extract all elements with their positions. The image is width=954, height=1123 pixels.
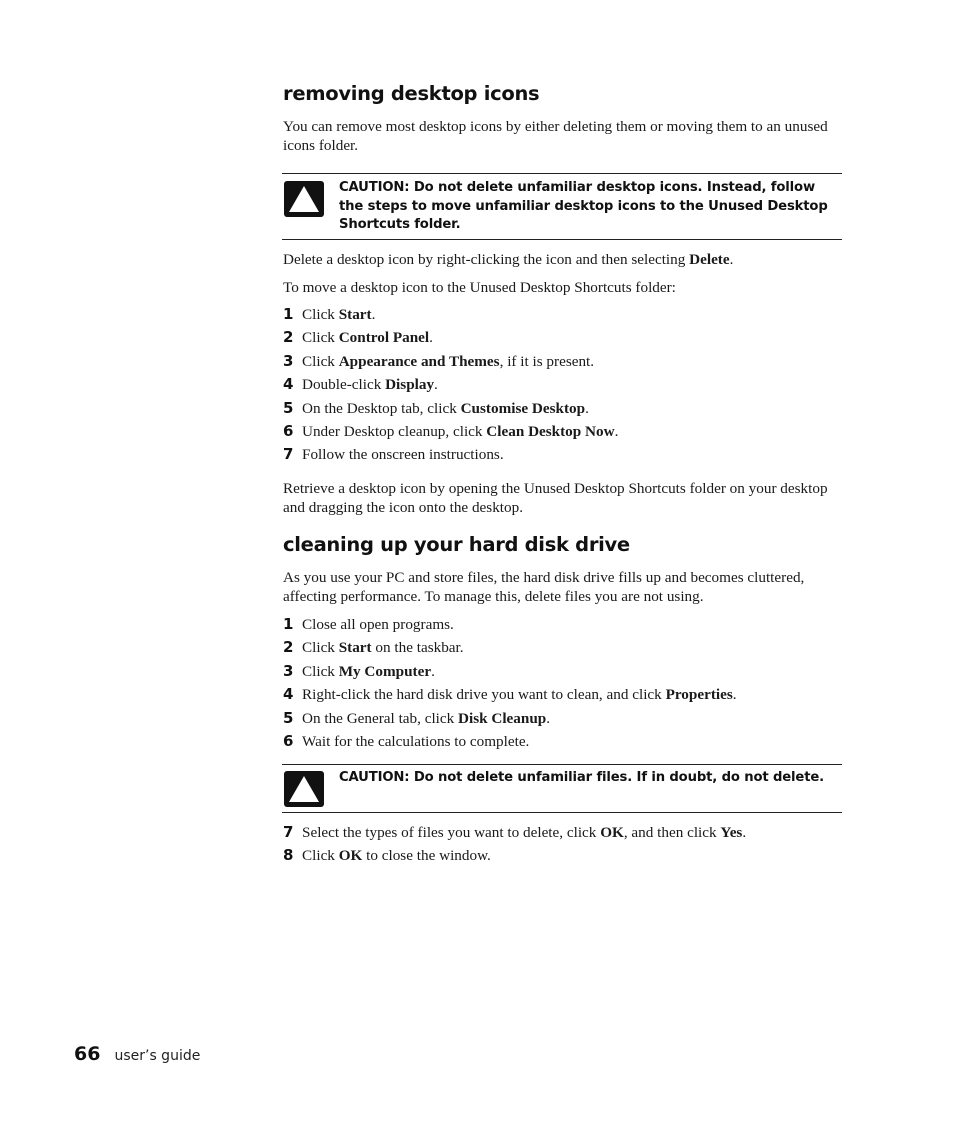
section-title-cleaning-hard-disk: cleaning up your hard disk drive — [283, 533, 630, 556]
step-text: On the Desktop tab, click — [302, 399, 461, 417]
list-item — [283, 685, 843, 708]
step-text: Right-click the hard disk drive you want to clean, and click — [302, 686, 666, 704]
list-item — [283, 328, 843, 351]
list-item — [283, 823, 843, 846]
step-number: 7 — [283, 823, 294, 841]
step-text-mid: , and then click — [623, 824, 721, 841]
delete-instruction-text: Delete a desktop icon by right-clicking the icon and then selecting — [283, 251, 690, 268]
caution-text-desktop-icons: CAUTION: Do not delete unfamiliar desktop icons. Instead, follow the steps to move unfamiliar desktop icons to the Unused Desktop Shortcuts folder. — [339, 180, 828, 232]
footer-label: user’s guide — [114, 1048, 201, 1064]
section2-intro: As you use your PC and store files, the hard disk drive fills up and becomes cluttered, affecting performance. To manage this, delete files you are not using. — [283, 569, 805, 605]
list-item — [283, 709, 843, 732]
list-item — [283, 662, 843, 685]
step-text: Click — [302, 847, 339, 865]
step-text-end: . — [431, 662, 435, 680]
step-text: Follow the onscreen instructions. — [302, 446, 504, 464]
step-bold: Start — [338, 639, 372, 657]
step-text: Wait for the calculations to complete. — [302, 732, 530, 750]
step-text: Click — [302, 662, 339, 680]
step-text-end: . — [732, 686, 737, 704]
caution-box-files — [282, 764, 842, 813]
delete-instruction-end: . — [729, 251, 734, 268]
steps-list-disk-cleanup-continued — [283, 823, 843, 870]
step-text: Click — [302, 352, 339, 370]
step-bold: Control Panel — [338, 329, 430, 347]
move-intro: To move a desktop icon to the Unused Desktop Shortcuts folder: — [283, 279, 676, 296]
step-number: 5 — [283, 398, 294, 417]
list-item — [283, 638, 843, 661]
step-text-mid: to close the window. — [362, 847, 491, 865]
step-number: 6 — [283, 731, 294, 750]
step-text-end: . — [585, 399, 589, 417]
step-number: 7 — [283, 445, 294, 464]
step-text-end: . — [434, 376, 438, 394]
step-text-end: , if it is present. — [499, 352, 595, 370]
step-bold: Appearance and Themes — [338, 352, 500, 370]
step-bold: Start — [338, 306, 372, 323]
step-number: 8 — [283, 846, 294, 865]
step-number: 3 — [283, 661, 294, 680]
step-number: 5 — [283, 708, 294, 727]
step-number: 4 — [283, 685, 294, 704]
step-text-end: . — [546, 709, 551, 727]
page-number: 66 — [74, 1043, 101, 1065]
page-footer — [74, 1043, 200, 1065]
step-number: 1 — [283, 615, 294, 633]
step-text-end: on the taskbar. — [371, 639, 464, 657]
step-text-end: . — [371, 306, 376, 323]
step-text: Close all open programs. — [302, 616, 454, 633]
list-item — [283, 615, 843, 638]
delete-instruction-bold: Delete — [689, 251, 730, 268]
step-number: 2 — [283, 638, 294, 657]
list-item — [283, 399, 843, 422]
step-text-end: . — [614, 422, 619, 440]
step-number: 2 — [283, 328, 294, 347]
step-number: 3 — [283, 351, 294, 370]
step-text: Click — [302, 306, 339, 323]
caution-box-desktop-icons — [282, 173, 842, 240]
step-bold: My Computer — [338, 662, 432, 680]
list-item — [283, 732, 843, 755]
list-item — [283, 422, 843, 445]
caution-text-files: CAUTION: Do not delete unfamiliar files. If in doubt, do not delete. — [339, 770, 825, 785]
step-bold: Customise Desktop — [460, 399, 586, 417]
list-item — [283, 305, 843, 328]
step-bold: Clean Desktop Now — [486, 422, 615, 440]
warning-triangle-icon — [284, 181, 324, 217]
step-text-end: . — [429, 329, 433, 347]
step-bold: Display — [385, 376, 435, 394]
list-item — [283, 375, 843, 398]
step-text: Click — [302, 329, 339, 347]
step-text: On the General tab, click — [302, 709, 459, 727]
step-text: Click — [302, 639, 339, 657]
step-text: Double-click — [302, 376, 386, 394]
list-item — [283, 846, 843, 869]
steps-list-move-icons — [283, 305, 843, 469]
delete-instruction — [283, 250, 839, 269]
step-number: 4 — [283, 375, 294, 394]
step-bold: Disk Cleanup — [458, 709, 547, 727]
step-bold: Properties — [665, 686, 733, 704]
list-item — [283, 445, 843, 468]
step-text: Select the types of files you want to delete, click — [302, 824, 601, 841]
step-bold: OK — [600, 824, 624, 841]
step-number: 1 — [283, 305, 294, 323]
section-title-removing-desktop-icons: removing desktop icons — [283, 82, 540, 105]
step-bold: OK — [338, 847, 363, 865]
step-number: 6 — [283, 421, 294, 440]
step-bold-2: Yes — [720, 824, 743, 841]
steps-list-disk-cleanup — [283, 615, 843, 755]
list-item — [283, 352, 843, 375]
step-text: Under Desktop cleanup, click — [302, 422, 487, 440]
warning-triangle-icon — [284, 771, 324, 807]
step-text-end: . — [742, 824, 747, 841]
section1-intro: You can remove most desktop icons by either deleting them or moving them to an unused icons folder. — [283, 118, 828, 154]
retrieve-paragraph: Retrieve a desktop icon by opening the Unused Desktop Shortcuts folder on your desktop and dragging the icon onto the desktop. — [283, 480, 828, 516]
